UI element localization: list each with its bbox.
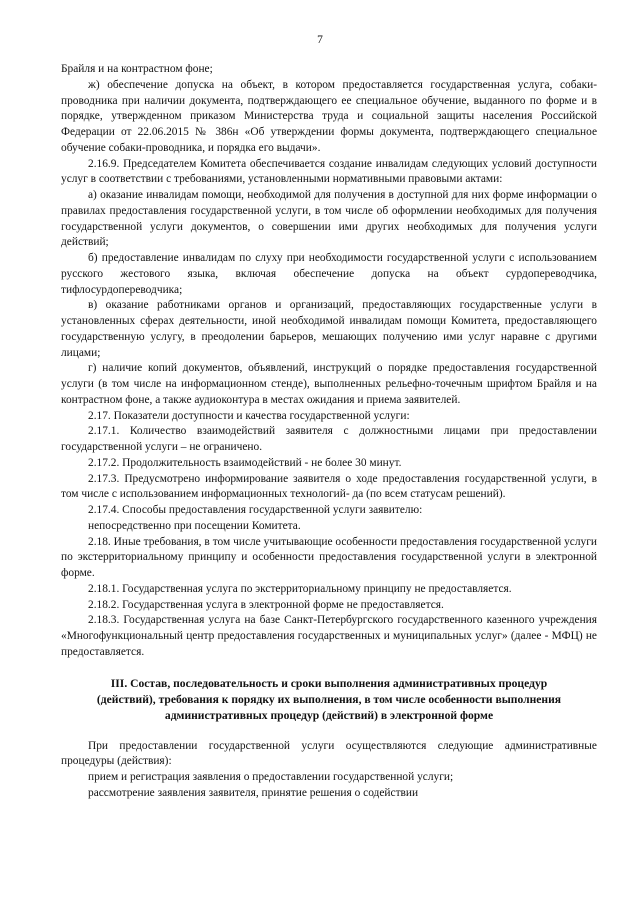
section-heading: III. Состав, последовательность и сроки выполнения административных процедур (действий), требования к порядку их выполнения, в том числе особенности выполнения административных процедур (действий) в электронной форме [96,676,562,722]
paragraph-item-b: б) предоставление инвалидам по слуху при необходимости государственной услуги с использованием русского жестового языка, включая обеспечение допуска на объект сурдопереводчика, тифлосурдопереводчика; [61,252,597,296]
paragraph-item-v: в) оказание работниками органов и организаций, предоставляющих государственные услуги в установленных сферах деятельности, иной необходимой инвалидам помощи Комитета, предоставляющего государственную услугу, в преодолении барьеров, мешающих получению ими услуг наравне с другими лицами; [61,299,597,359]
paragraph-2-18-1: 2.18.1. Государственная услуга по экстерриториальному принципу не предоставляется. [88,582,512,595]
paragraph-2-17-1: 2.17.1. Количество взаимодействий заявителя с должностными лицами при предоставлении государственной услуги – не ограничено. [61,425,597,453]
paragraph-2-18-2: 2.18.2. Государственная услуга в электронной форме не предоставляется. [88,598,444,611]
section-spacer [61,661,597,676]
paragraph-in-person: непосредственно при посещении Комитета. [88,519,301,532]
paragraph-2-17: 2.17. Показатели доступности и качества государственной услуги: [88,409,410,422]
paragraph-guide-dog-access: ж) обеспечение допуска на объект, в котором предоставляется государственная услуга, собаки-проводника при наличии документа, подтверждающего ее специальное обучение, выданного по форме и в порядке, утвержденном приказом Министерства труда и социальной защиты населения Российской Федерации от 22.06.2015 № 386н «Об утверждении формы документа, подтверждающего специальное обучение собаки-проводника, и порядка его выдачи». [61,78,597,154]
paragraph-braille-continuation: Брайля и на контрастном фоне; [61,63,213,75]
paragraph-2-16-9: 2.16.9. Председателем Комитета обеспечивается создание инвалидам следующих условий доступности услуг в соответствии с требованиями, установленными нормативными правовыми актами: [61,157,597,186]
paragraph-procedures-intro: При предоставлении государственной услуги осуществляются следующие административные процедуры (действия): [61,739,597,768]
paragraph-2-17-4: 2.17.4. Способы предоставления государственной услуги заявителю: [88,504,423,516]
paragraph-reception-registration: прием и регистрация заявления о предоставлении государственной услуги; [88,771,454,783]
paragraph-2-17-3: 2.17.3. Предусмотрено информирование заявителя о ходе предоставления государственной услуги, в том числе с использованием информационных технологий- да (по всем статусам решений). [61,472,597,501]
paragraph-2-17-2: 2.17.2. Продолжительность взаимодействий - не более 30 минут. [88,456,402,469]
paragraph-2-18-3: 2.18.3. Государственная услуга на базе Санкт-Петербургского государственного казенного учреждения «Многофункциональный центр предоставления государственных и муниципальных услуг» (далее - МФЦ) не предоставляется. [61,614,597,658]
section-spacer [61,724,597,739]
document-body [61,62,597,802]
page-number: 7 [317,34,323,46]
paragraph-item-a: а) оказание инвалидам помощи, необходимой для получения в доступной для них форме информации о правилах предоставления государственной услуги, в том числе об оформлении необходимых для получения государственной услуги документов, о совершении ими других необходимых для получения услуги действий; [61,189,597,249]
paragraph-item-g: г) наличие копий документов, объявлений, инструкций о порядке предоставления государственной услуги (в том числе на информационном стенде), выполненных рельефно-точечным шрифтом Брайля и на контрастном фоне, а также аудиоконтура в местах ожидания и приема заявителей. [61,362,597,406]
paragraph-2-18: 2.18. Иные требования, в том числе учитывающие особенности предоставления государственной услуги по экстерриториальному принципу и особенности предоставления государственной услуги в электронной форме. [61,535,597,579]
paragraph-review-decision: рассмотрение заявления заявителя, принятие решения о содействии [88,786,419,799]
